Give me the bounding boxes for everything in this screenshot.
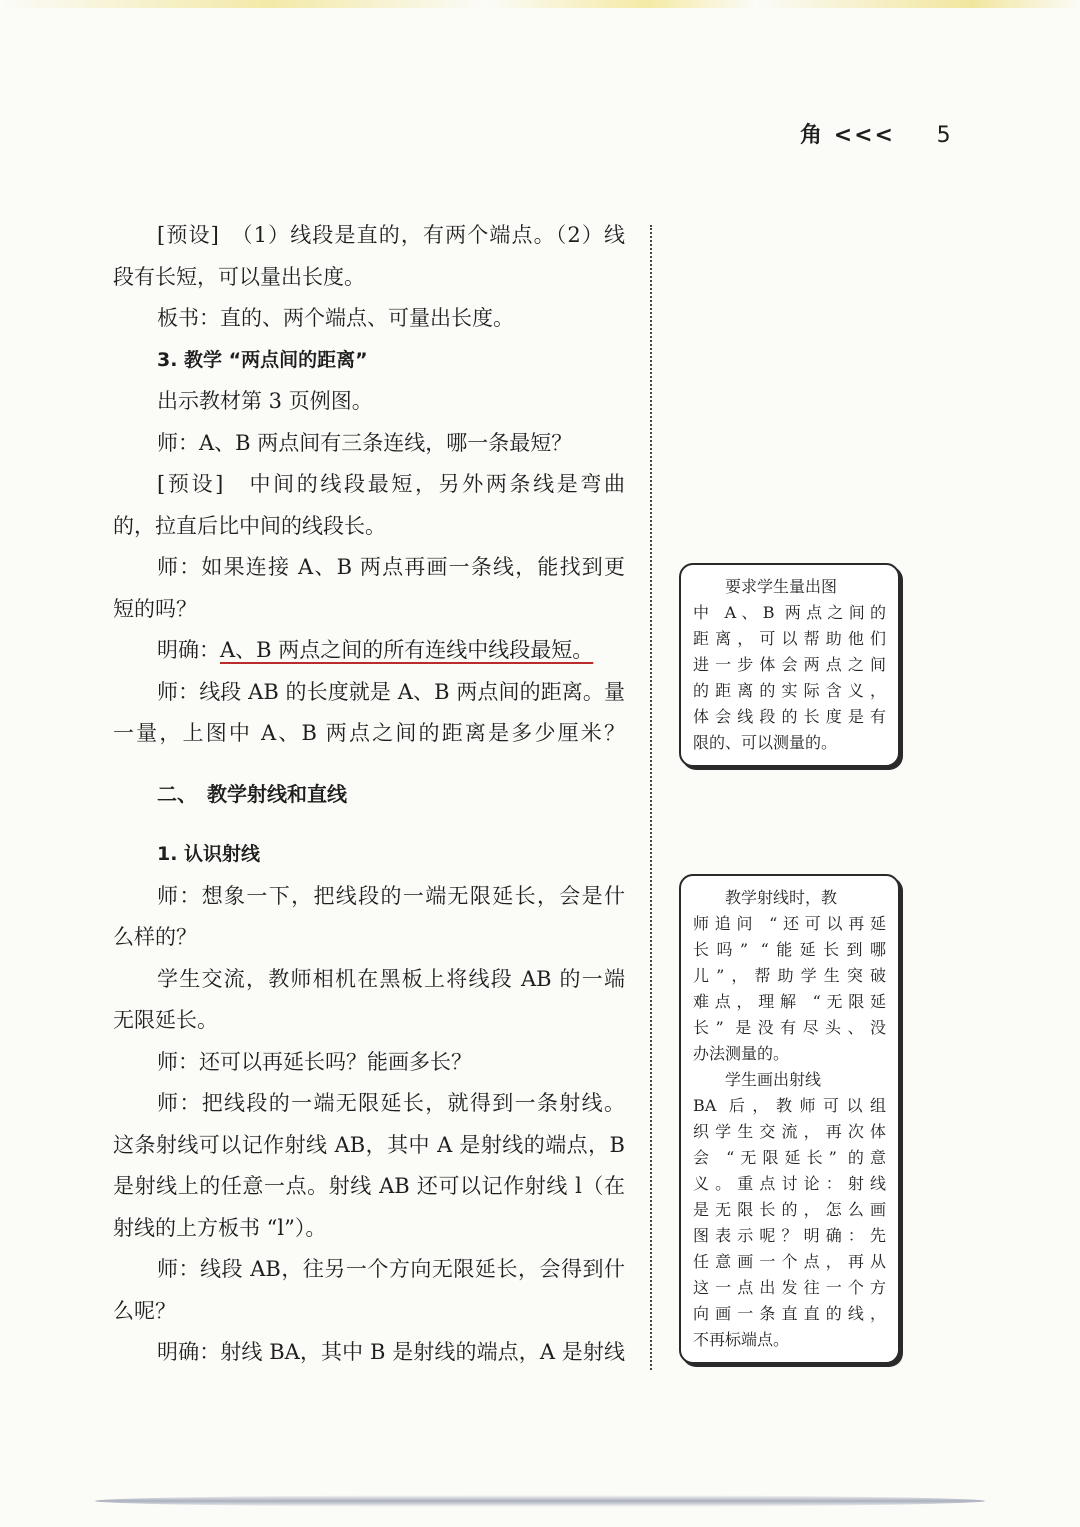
paragraph-line: 的，拉直后比中间的线段长。 xyxy=(113,513,386,538)
note-line: 长” 是没有尽头、没 xyxy=(693,1018,886,1037)
underlined-conclusion: A、B 两点之间的所有连线中线段最短。 xyxy=(220,638,594,662)
note-line: 长吗” “能延长到哪 xyxy=(693,940,886,959)
note-line: 向画一条直直的线， xyxy=(693,1304,886,1323)
paragraph-line: 明确：射线 BA，其中 B 是射线的端点，A 是射线 xyxy=(157,1340,625,1364)
column-divider xyxy=(650,225,652,1370)
paragraph-line: 么样的？ xyxy=(113,925,197,949)
note-line: 距离，可以帮助他们 xyxy=(693,629,886,648)
paragraph-line: 学生交流，教师相机在黑板上将线段 AB 的一端 xyxy=(157,966,625,991)
bottom-edge-shadow xyxy=(95,1495,985,1507)
note-line: 中 A、B 两点之间的 xyxy=(693,603,886,622)
page-header xyxy=(800,118,953,149)
margin-note-ray xyxy=(679,874,900,1364)
paragraph-line: 板书：直的、两个端点、可量出长度。 xyxy=(157,306,514,330)
section-heading: 二、 教学射线和直线 xyxy=(157,781,347,806)
paragraph-line: 师：线段 AB 的长度就是 A、B 两点间的距离。量 xyxy=(157,679,625,704)
paragraph-line: 出示教材第 3 页例图。 xyxy=(157,389,373,413)
note-line: 限的、可以测量的。 xyxy=(693,733,838,752)
subheading: 1. 认识射线 xyxy=(157,843,261,865)
note-line: BA 后，教师可以组 xyxy=(693,1096,886,1115)
paragraph-line: 师：想象一下，把线段的一端无限延长，会是什 xyxy=(157,883,625,908)
paragraph-line: 师：如果连接 A、B 两点再画一条线，能找到更 xyxy=(157,555,625,579)
note-line: 义。重点讨论：射线 xyxy=(693,1174,886,1193)
note-line: 图表示呢？明确：先 xyxy=(693,1226,886,1245)
chevrons-icon: <<< xyxy=(833,123,895,148)
paragraph-line: 师：把线段的一端无限延长，就得到一条射线。 xyxy=(157,1091,625,1115)
section-title: 角 xyxy=(800,123,825,148)
paragraph-line: 无限延长。 xyxy=(113,1008,218,1032)
paragraph-line: [预设] 中间的线段最短，另外两条线是弯曲 xyxy=(157,472,625,496)
paragraph-line: [预设] （1）线段是直的，有两个端点。（2）线 xyxy=(157,223,625,247)
margin-note-distance xyxy=(679,563,900,767)
paragraph-line: 射线的上方板书 “l”）。 xyxy=(113,1215,327,1240)
note-line: 办法测量的。 xyxy=(693,1044,790,1063)
note-line: 要求学生量出图 xyxy=(725,577,838,596)
note-line: 学生画出射线 xyxy=(725,1070,822,1089)
paragraph-line: 师：还可以再延长吗？能画多长？ xyxy=(157,1049,472,1074)
note-line: 会 “无限延长” 的意 xyxy=(693,1148,886,1167)
note-line: 不再标端点。 xyxy=(693,1330,790,1349)
note-line: 体会线段的长度是有 xyxy=(693,707,886,726)
note-line: 师追问 “还可以再延 xyxy=(693,914,886,933)
paragraph-line: 段有长短，可以量出长度。 xyxy=(113,264,365,289)
note-line: 是无限长的，怎么画 xyxy=(693,1200,886,1219)
note-line: 难点，理解 “无限延 xyxy=(693,992,886,1011)
subheading: 3. 教学 “两点间的距离” xyxy=(157,348,368,371)
paragraph-line: 师：A、B 两点间有三条连线，哪一条最短？ xyxy=(157,430,573,455)
note-line: 任意画一个点，再从 xyxy=(693,1252,886,1271)
note-line: 进一步体会两点之间 xyxy=(693,655,886,674)
top-edge-shadow xyxy=(0,0,1080,8)
note-line: 教学射线时，教 xyxy=(725,888,838,907)
note-line: 织学生交流，再次体 xyxy=(693,1122,886,1141)
paragraph-line: 么呢？ xyxy=(113,1298,176,1323)
note-line: 这一点出发往一个方 xyxy=(693,1278,886,1297)
paragraph-line: 是射线上的任意一点。射线 AB 还可以记作射线 l（在 xyxy=(113,1174,625,1198)
paragraph-line: 这条射线可以记作射线 AB，其中 A 是射线的端点，B xyxy=(113,1132,625,1157)
note-line: 儿”，帮助学生突破 xyxy=(693,966,886,985)
note-line: 的距离的实际含义， xyxy=(693,681,886,700)
main-text xyxy=(113,215,625,1374)
page-number: 5 xyxy=(936,123,953,148)
paragraph-line: 一量，上图中 A、B 两点之间的距离是多少厘米？ xyxy=(113,721,625,745)
paragraph-line: 短的吗？ xyxy=(113,596,197,621)
paragraph-line xyxy=(113,630,625,672)
paragraph-line: 师：线段 AB，往另一个方向无限延长，会得到什 xyxy=(157,1257,625,1281)
conclusion-label: 明确： xyxy=(157,638,220,662)
